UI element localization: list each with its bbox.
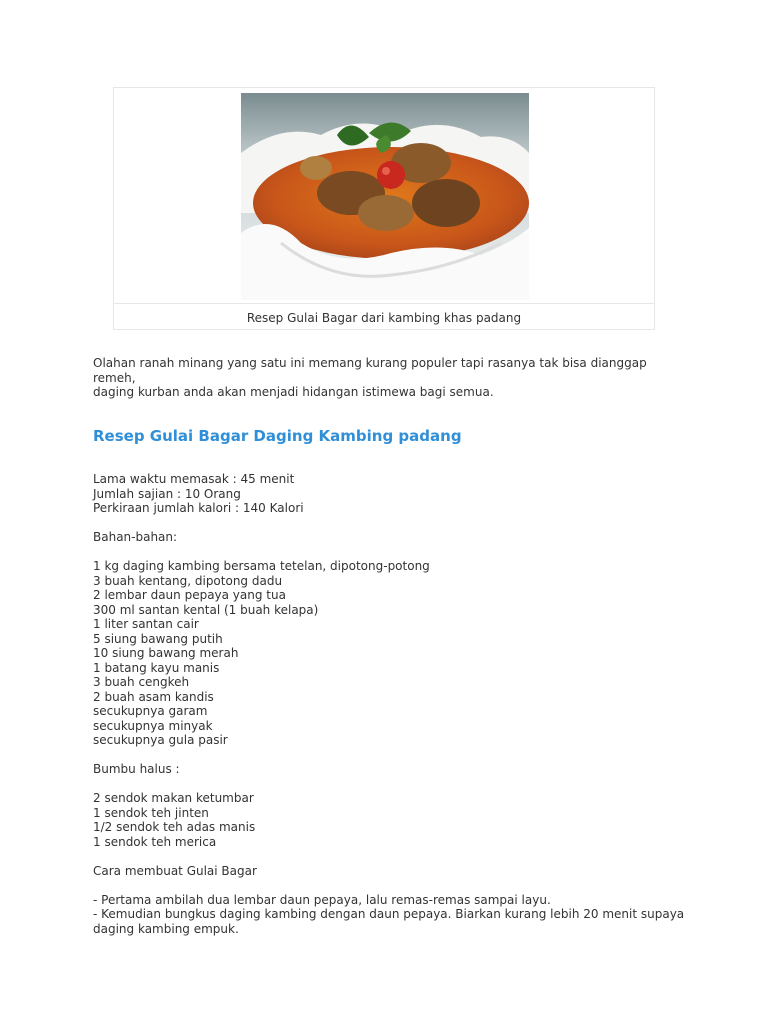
figure-container xyxy=(113,87,655,330)
ingredients-title: Bahan-bahan: xyxy=(93,530,178,544)
recipe-body xyxy=(93,472,693,951)
recipe-heading: Resep Gulai Bagar Daging Kambing padang xyxy=(93,427,462,445)
spices-list: 2 sendok makan ketumbar 1 sendok teh jinten 1/2 sendok teh adas manis 1 sendok teh merica xyxy=(93,791,256,849)
method-steps: - Pertama ambilah dua lembar daun pepaya, lalu remas-remas sampai layu. - Kemudian bungkus daging kambing dengan daun pepaya. Biarkan kurang lebih 20 menit supaya daging kambing empuk. xyxy=(93,892,685,936)
intro-section xyxy=(93,356,693,400)
dish-photo xyxy=(241,93,529,300)
figure-divider xyxy=(114,303,654,304)
recipe-info: Lama waktu memasak : 45 menit Jumlah sajian : 10 Orang Perkiraan jumlah kalori : 140 Kalori xyxy=(93,472,304,515)
intro-paragraph: Olahan ranah minang yang satu ini memang kurang populer tapi rasanya tak bisa dianggap remeh, daging kurban anda akan menjadi hidangan istimewa bagi semua. xyxy=(93,356,647,400)
method-title: Cara membuat Gulai Bagar xyxy=(93,863,257,878)
figure-caption: Resep Gulai Bagar dari kambing khas padang xyxy=(246,311,522,325)
ingredients-list: 1 kg daging kambing bersama tetelan, dipotong-potong 3 buah kentang, dipotong dadu 2 lembar daun pepaya yang tua 300 ml santan kental (1 buah kelapa) 1 liter santan cair 5 siung bawang putih 10 siung bawang merah 1 batang kayu manis 3 buah cengkeh 2 buah asam kandis secukupnya garam secukupnya minyak secukupnya gula pasir xyxy=(93,559,430,747)
spices-title: Bumbu halus : xyxy=(93,762,180,776)
